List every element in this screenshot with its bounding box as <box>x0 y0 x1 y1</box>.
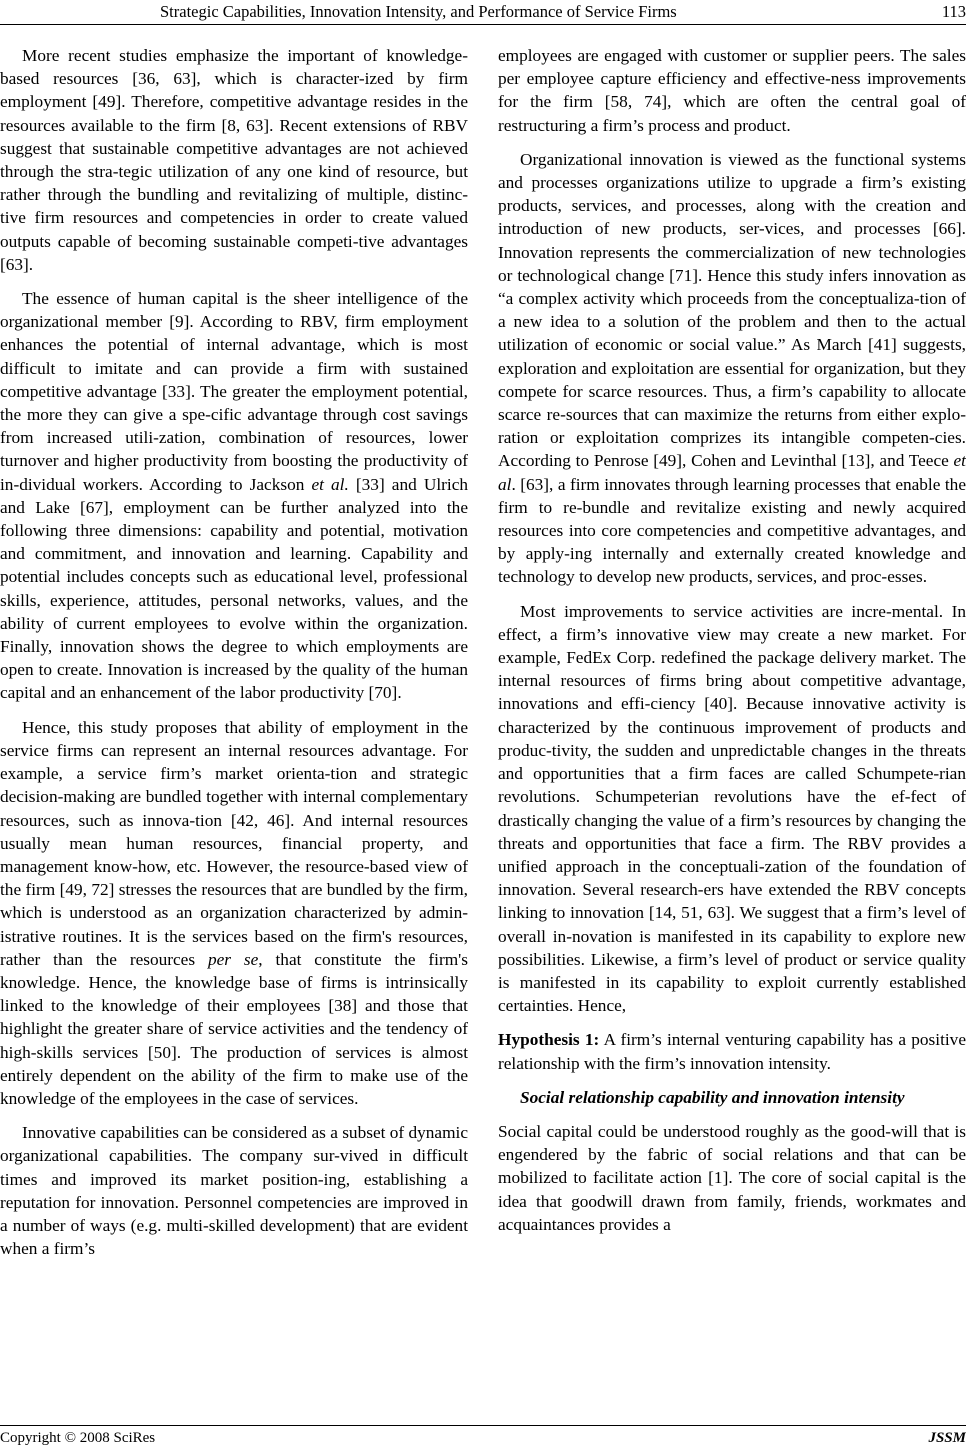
page-number: 113 <box>941 2 966 21</box>
paragraph-text: . [63], a firm innovates through learning processes that enable the firm to re-bundle and revitalize existing and newly acquired resources into core competencies and competitive advantages, and by apply-ing internally and externally created knowledge and technology to develop new products, services, and proc-esses. <box>498 474 966 587</box>
paragraph-text: Organizational innovation is viewed as the functional systems and processes organizations utilize to upgrade a firm’s existing products, services, and processes, along with the creation and introduction of new products, ser-vices, and processes [66]. Innovation represents the commercialization of new technologies or technological change [71]. Hence this study infers innovation as “a complex activity which proceeds from the conceptualiza-tion of a new idea to a solution of the problem and then to the actual utilization of economic or social value.” As March [41] suggests, exploration and exploitation are essential for organization, but they compete for scarce resources. Thus, a firm’s capability to allocate scarce re-sources that can maximize the returns from either explo-ration or exploitation comprizes its intangible competen-cies. According to Penrose [49], Cohen and Levinthal [13], and Teece <box>498 149 966 471</box>
hypothesis-label: Hypothesis 1: <box>498 1030 600 1050</box>
copyright: Copyright © 2008 SciRes <box>0 1430 156 1446</box>
paragraph <box>0 716 468 1110</box>
paragraph-text: The essence of human capital is the sheer intelligence of the organizational member [9]. According to RBV, firm employment enhances the potential of internal advantage, which is most difficult to imitate and can provide a firm with sustained competitive advantage [33]. The greater the employment potential, the more they can give a spe-cific advantage through cost savings from increased utili-zation, combination of resources, lower turnover and higher productivity from boosting the productivity of in-dividual workers. According to Jackson <box>0 289 468 494</box>
per-se-italic: per se <box>207 949 259 969</box>
paragraph: Social capital could be understood roughly as the good-will that is engendered by the fabric of social relations and that can be mobilized to facilitate action [1]. The core of social capital is the idea that goodwill drawn from family, friends, workmates and acquaintances provides a <box>498 1121 966 1234</box>
section-subheading: Social relationship capability and innovation intensity <box>520 1087 905 1107</box>
hypothesis <box>498 1028 966 1074</box>
et-al-italic: et al <box>498 451 966 494</box>
page-footer <box>0 1430 966 1450</box>
paragraph: Most improvements to service activities are incre-mental. In effect, a firm’s innovative view may create a new market. For example, FedEx Corp. redefined the package delivery market. The internal resources of firms bring about competitive advantage, innovations and effi-ciency [40]. Because innovative activity is characterized by the continuous improvement of products and produc-tivity, the sudden and unpredictable changes in the threats and opportunities that a firm faces are called Schumpete-rian revolutions. Schumpeterian revolutions have the ef-fect of drastically changing the value of a firm’s resources by changing the threats and opportunities that face a firm. The RBV provides a unified approach in the conceptuali-zation of the foundation of innovation. Several research-ers have extended the RBV concepts linking to innovation [14, 51, 63]. We suggest that a firm’s level of overall in-novation is manifested in its capability to explore new possibilities. Likewise, a firm’s level of product or service quality is manifested in its capability to exploit currently established certainties. Hence, <box>498 601 966 1016</box>
page-header <box>0 0 966 24</box>
left-column <box>0 44 468 1271</box>
hypothesis-text: A firm’s internal venturing capability has a positive relationship with the firm’s innovation intensity. <box>498 1030 966 1073</box>
paragraph-text: Hence, this study proposes that ability of employment in the service firms can represent an internal resources advantage. For example, a service firm’s market orienta-tion and strategic decision-making are bundled together with internal complementary resources, such as innova-tion [42, 46]. And internal resources usually mean human resources, financial property, and management know-how, etc. However, the resource-based view of the firm [49, 72] stresses the resources that are bundled by the firm, which is understood as an organization characterized by admin-istrative routines. It is the services based on the firm's resources, rather than the resources <box>0 717 468 969</box>
paragraph <box>498 148 966 589</box>
right-column <box>498 44 966 1247</box>
paragraph-text: [33] and Ulrich and Lake [67], employment can be further analyzed into the following three dimensions: capability and potential, motivation and commitment, and innovation and learning. Capability and potential includes concepts such as educational level, professional skills, experience, attitudes, personal networks, values, and the ability of current employees to evolve within the organization. Finally, innovation shows the degree to which employments are open to create. Innovation is increased by the quality of the human capital and an enhancement of the labor productivity [70]. <box>0 474 469 703</box>
et-al-italic: et al. <box>311 474 349 494</box>
paragraph: Innovative capabilities can be considered as a subset of dynamic organizational capabilities. The company sur-vived in difficult times and improved its market position-ing, establishing a reputation for innovation. Personnel competencies are improved in a number of ways (e.g. multi-skilled development) that are evident when a firm’s <box>0 1123 468 1259</box>
paragraph <box>0 287 468 705</box>
paragraph: employees are engaged with customer or supplier peers. The sales per employee capture efficiency and effective-ness improvements for the firm [58, 74], which are often the central goal of restructuring a firm’s process and product. <box>498 46 966 135</box>
footer-rule <box>0 1425 966 1426</box>
paragraph-text: , that constitute the firm's knowledge. Hence, the knowledge base of firms is intrinsically linked to the knowledge of their employees [38] and those that highlight the greater share of service activities and the tendency of high-skills services [50]. The production of services is almost entirely dependent on the ability of the firm to make use of the knowledge of the employees in the case of services. <box>0 949 468 1108</box>
journal-name: JSSM <box>928 1430 966 1446</box>
header-rule <box>0 24 966 25</box>
running-title: Strategic Capabilities, Innovation Intensity, and Performance of Service Firms <box>160 2 677 21</box>
paragraph: More recent studies emphasize the important of knowledge-based resources [36, 63], which is character-ized by firm employment [49]. Therefore, competitive advantage resides in the resources available to the firm [8, 63]. Recent extensions of RBV suggest that sustainable competitive advantages are not achieved through the stra-tegic utilization of any one kind of resource, but rather through the bundling and revitalizing of multiple, distinc-tive firm resources and competencies in order to create valued outputs capable of becoming sustainable competi-tive advantages [63]. <box>0 46 468 274</box>
